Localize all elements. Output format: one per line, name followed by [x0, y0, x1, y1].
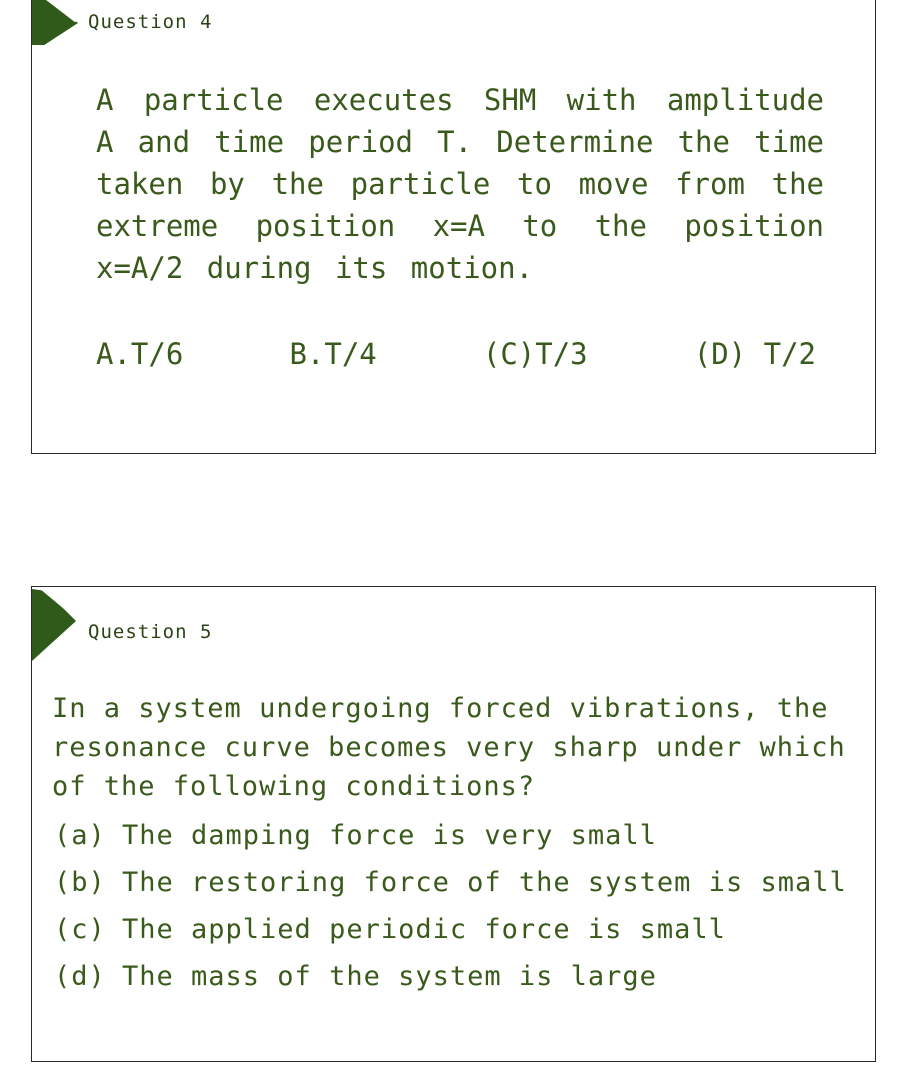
- question-marker-icon: [32, 587, 80, 667]
- option-text: The damping force is very small: [122, 820, 657, 851]
- option-tag: (d): [54, 961, 106, 992]
- option-c: (C)T/3: [482, 337, 588, 371]
- option-a: A.T/6: [96, 337, 184, 371]
- option-d: (D) T/2: [693, 337, 816, 371]
- question-4-card: [31, 0, 876, 454]
- option-tag: (b): [54, 867, 106, 898]
- question-4-options: [96, 337, 816, 371]
- option-d: [54, 953, 847, 1000]
- question-5-card: [31, 586, 876, 1062]
- option-c: [54, 906, 847, 953]
- question-5-options: [54, 812, 847, 1000]
- question-marker-icon: [32, 0, 80, 45]
- option-b: [54, 859, 847, 906]
- question-4-text: A particle executes SHM with amplitude A and time period T. Determine the time taken by the particle to move from the extreme position x=A to the position x=A/2 during its motion.: [96, 83, 824, 285]
- option-b: B.T/4: [289, 337, 377, 371]
- option-text: The mass of the system is large: [122, 961, 657, 992]
- option-a: [54, 812, 847, 859]
- question-5-text: In a system undergoing forced vibrations, the resonance curve becomes very sharp under which of the following conditions?: [52, 693, 846, 802]
- option-text: The applied periodic force is small: [122, 914, 726, 945]
- question-5-label: Question 5: [88, 621, 213, 643]
- option-text: The restoring force of the system is small: [122, 867, 847, 898]
- option-tag: (c): [54, 914, 106, 945]
- question-4-label: Question 4: [88, 11, 213, 33]
- option-tag: (a): [54, 820, 106, 851]
